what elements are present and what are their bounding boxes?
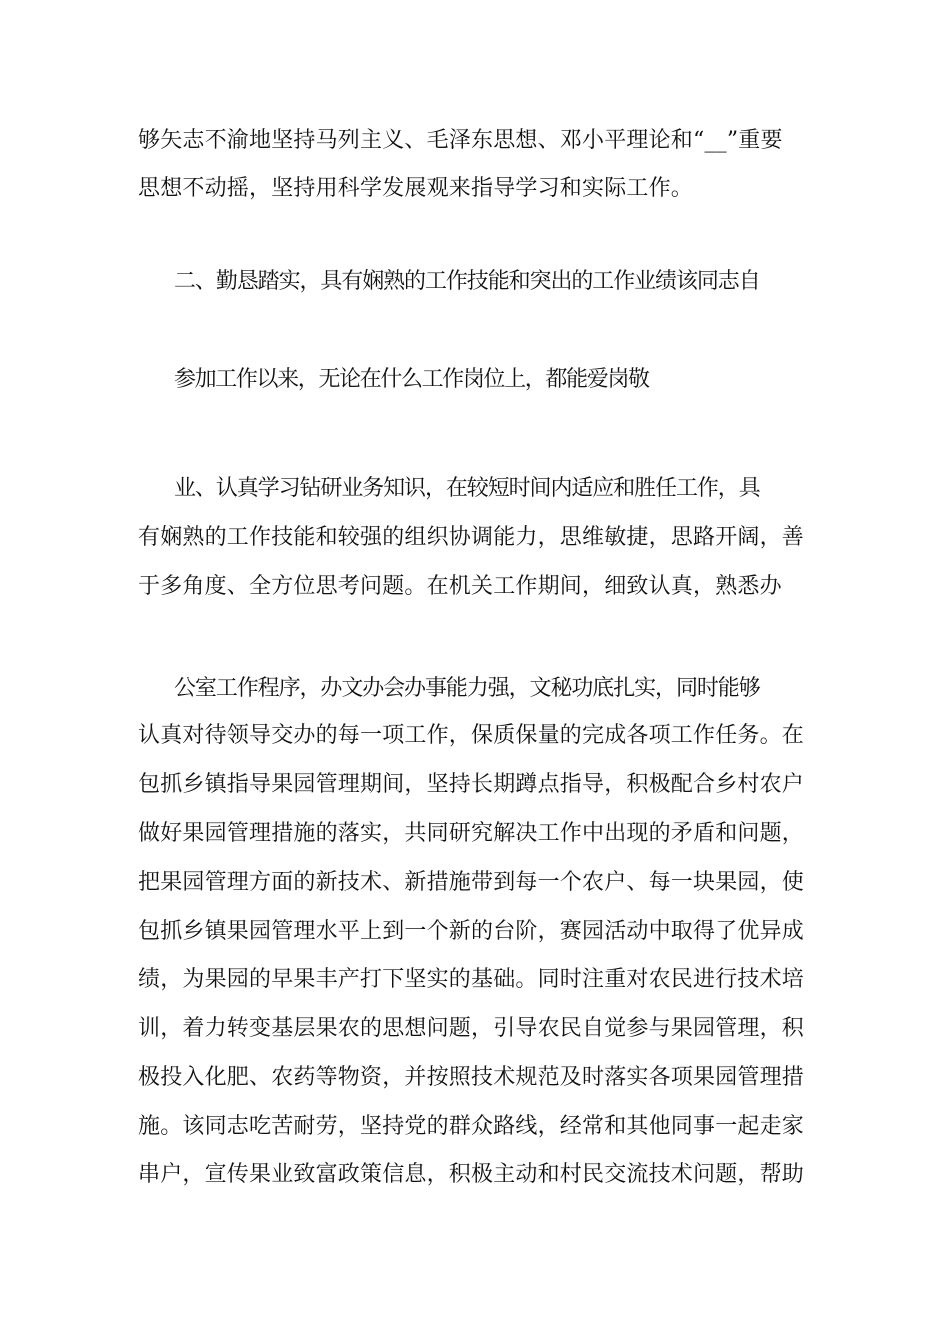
- text-line: 极投入化肥、农药等物资，并按照技术规范及时落实各项果园管理措: [138, 1065, 805, 1090]
- text-line: 思想不动摇，坚持用科学发展观来指导学习和实际工作。: [138, 176, 694, 201]
- text-line: 训，着力转变基层果农的思想问题，引导农民自觉参与果园管理，积: [138, 1016, 805, 1041]
- text-line: 绩，为果园的早果丰产打下坚实的基础。同时注重对农民进行技术培: [138, 967, 805, 992]
- text-line: 把果园管理方面的新技术、新措施带到每一个农户、每一块果园，使: [138, 870, 805, 895]
- text-line: 够矢志不渝地坚持马列主义、毛泽东思想、邓小平理论和“__”重要: [138, 128, 783, 153]
- text-line: 串户，宣传果业致富政策信息，积极主动和村民交流技术问题，帮助: [138, 1162, 805, 1187]
- text-line: 施。该同志吃苦耐劳，坚持党的群众路线，经常和其他同事一起走家: [138, 1114, 805, 1139]
- text-line: 有娴熟的工作技能和较强的组织协调能力，思维敏捷，思路开阔，善: [138, 525, 805, 550]
- text-line: 业、认真学习钻研业务知识，在较短时间内适应和胜任工作，具: [174, 476, 760, 501]
- text-line: 于多角度、全方位思考问题。在机关工作期间，细致认真，熟悉办: [138, 574, 782, 599]
- text-line: 参加工作以来，无论在什么工作岗位上，都能爱岗敬: [174, 367, 649, 392]
- text-line: 做好果园管理措施的落实，共同研究解决工作中出现的矛盾和问题，: [138, 821, 805, 846]
- section-heading: 二、勤恳踏实，具有娴熟的工作技能和突出的工作业绩该同志自: [174, 269, 760, 294]
- text-line: 认真对待领导交办的每一项工作，保质保量的完成各项工作任务。在: [138, 723, 805, 748]
- text-line: 公室工作程序，办文办会办事能力强，文秘功底扎实，同时能够: [174, 676, 760, 701]
- text-line: 包抓乡镇指导果园管理期间，坚持长期蹲点指导，积极配合乡村农户: [138, 772, 805, 797]
- text-line: 包抓乡镇果园管理水平上到一个新的台阶，赛园活动中取得了优异成: [138, 919, 805, 944]
